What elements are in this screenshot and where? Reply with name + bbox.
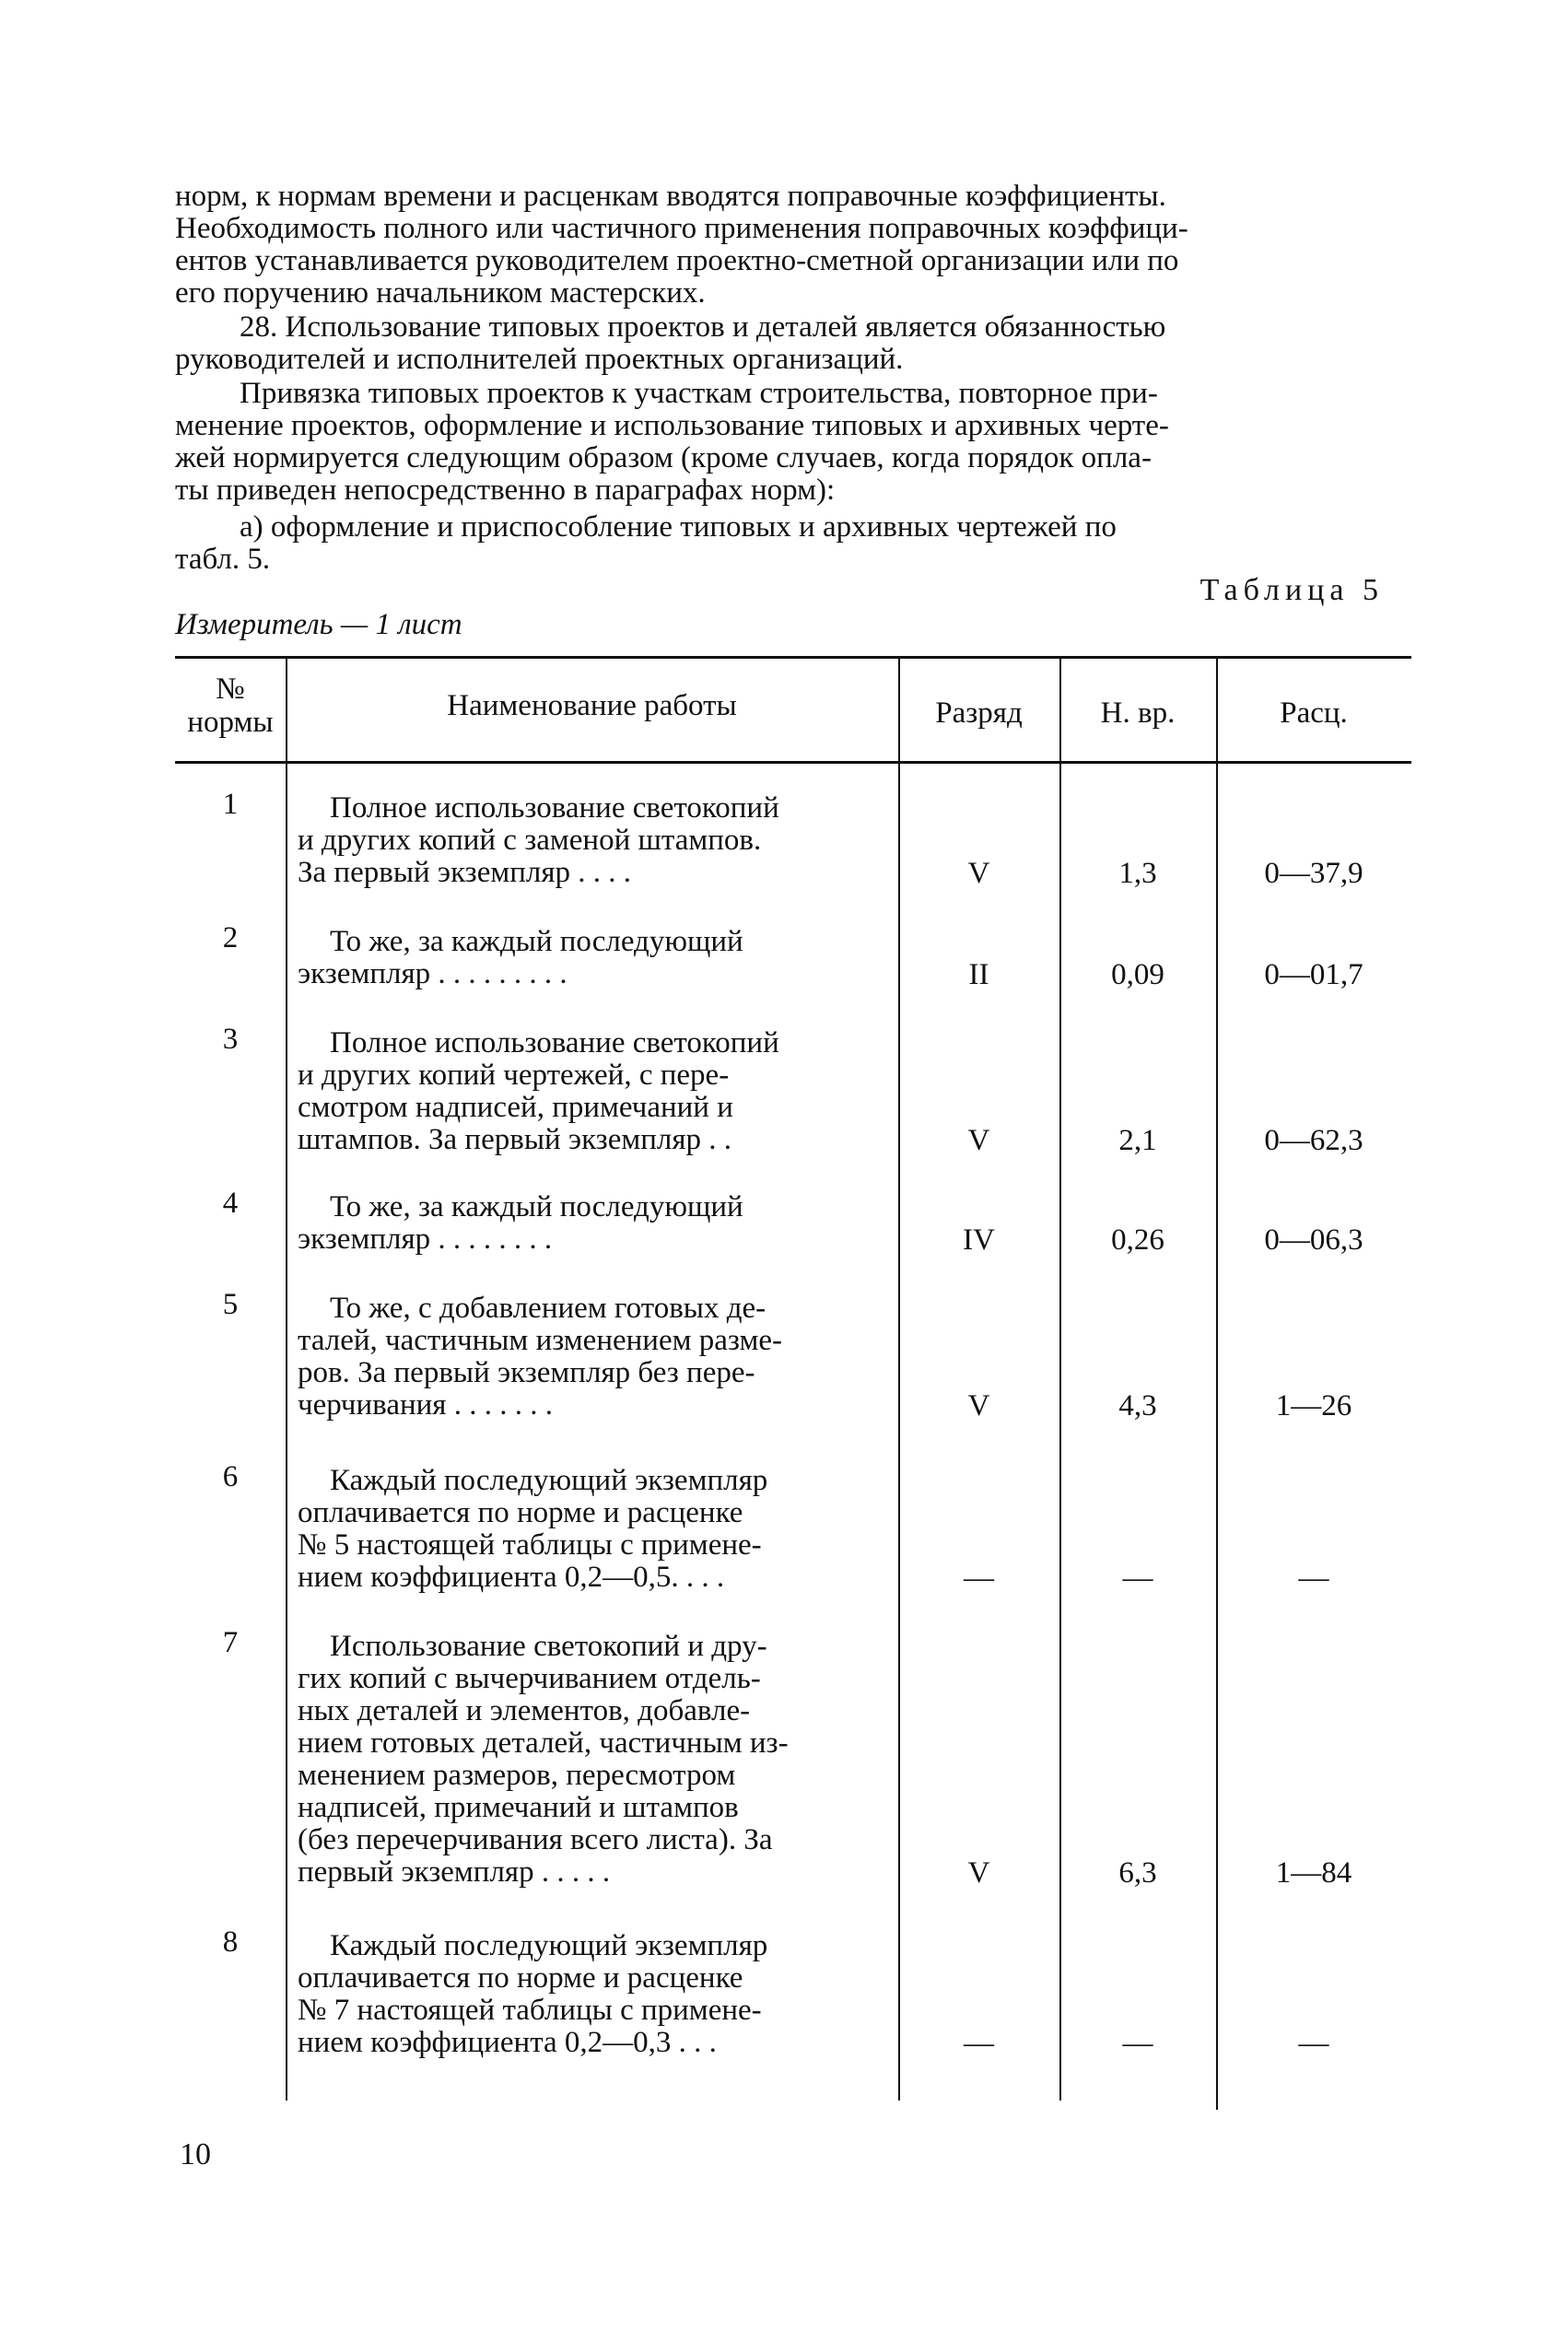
para-a-line: табл. 5. [175, 543, 271, 576]
row-description [298, 926, 890, 990]
description-line: (без перечерчивания всего листа). За [298, 1823, 773, 1856]
description-line: За первый экземпляр . . . . [298, 856, 632, 889]
row-grade: V [967, 1389, 990, 1422]
row-number: 6 [222, 1460, 239, 1493]
row-number: 4 [222, 1187, 239, 1220]
row-norm-time: — [1122, 1562, 1153, 1595]
paragraph-28 [175, 311, 1410, 376]
description-line: нием коэффициента 0,2—0,5. . . . [298, 1561, 725, 1594]
row-norm-time: 2,1 [1118, 1124, 1157, 1157]
header-norm: Н. вр. [1100, 696, 1176, 730]
row-description [298, 1631, 890, 1889]
row-description [298, 1191, 890, 1256]
description-line: смотром надписей, примечаний и [298, 1091, 733, 1124]
intro-line: норм, к нормам времени и расценкам вводятся поправочные коэффициенты. [175, 180, 1166, 213]
row-number: 3 [222, 1023, 239, 1056]
row-description [298, 1930, 890, 2059]
header-grade: Разряд [935, 696, 1023, 730]
row-grade: V [967, 1124, 990, 1157]
description-line: штампов. За первый экземпляр . . [298, 1123, 732, 1156]
row-norm-time: 1,3 [1118, 857, 1157, 890]
header-name: Наименование работы [447, 689, 737, 722]
row-description [298, 1293, 890, 1422]
row-number: 2 [222, 921, 239, 954]
description-line: первый экземпляр . . . . . [298, 1855, 611, 1889]
binding-line: ты приведен непосредственно в параграфах норм): [175, 474, 836, 507]
row-norm-time: — [1122, 2027, 1153, 2060]
row-grade: IV [963, 1223, 995, 1257]
description-line: менением размеров, пересмотром [298, 1759, 736, 1792]
row-rate: 0—01,7 [1264, 958, 1363, 991]
description-line: черчивания . . . . . . . [298, 1388, 553, 1422]
column-divider [286, 659, 287, 2101]
row-grade: — [964, 1562, 994, 1595]
row-rate: 1—84 [1275, 1856, 1352, 1890]
row-number: 8 [222, 1925, 239, 1959]
row-description [298, 792, 890, 889]
description-line: № 7 настоящей таблицы с примене- [298, 1994, 762, 2027]
row-norm-time: 0,26 [1111, 1223, 1164, 1257]
row-number: 1 [222, 788, 239, 821]
description-line: То же, с добавлением готовых де- [330, 1292, 766, 1325]
binding-line: менение проектов, оформление и использование типовых и архивных черте- [175, 409, 1169, 442]
intro-line: его поручению начальником мастерских. [175, 276, 706, 310]
header-num: № нормы [187, 673, 274, 739]
description-line: Каждый последующий экземпляр [330, 1929, 768, 1962]
description-line: То же, за каждый последующий [330, 925, 743, 958]
row-description [298, 1027, 890, 1156]
row-description [298, 1465, 890, 1594]
description-line: нием готовых деталей, частичным из- [298, 1726, 789, 1760]
table-unit: Измеритель — 1 лист [175, 608, 462, 641]
row-rate: — [1298, 2027, 1329, 2060]
binding-line: Привязка типовых проектов к участкам строительства, повторное при- [240, 377, 1158, 410]
row-grade: V [967, 1856, 990, 1890]
row-number: 5 [222, 1288, 239, 1321]
intro-line: ентов устанавливается руководителем проектно-сметной организации или по [175, 244, 1179, 277]
row-norm-time: 0,09 [1111, 958, 1164, 991]
description-line: и других копий с заменой штампов. [298, 824, 762, 857]
paragraph-binding [175, 378, 1410, 507]
table-title: Таблица 5 [1199, 573, 1384, 607]
paragraph-a [175, 511, 1410, 576]
description-line: экземпляр . . . . . . . . . [298, 957, 568, 990]
para28-line: руководителей и исполнителей проектных организаций. [175, 343, 904, 376]
description-line: № 5 настоящей таблицы с примене- [298, 1528, 762, 1562]
page-number: 10 [180, 2137, 211, 2171]
description-line: ров. За первый экземпляр без пере- [298, 1356, 755, 1389]
description-line: ных деталей и элементов, добавле- [298, 1694, 751, 1727]
row-norm-time: 4,3 [1118, 1389, 1157, 1422]
row-grade: — [964, 2027, 994, 2060]
para-a-line: а) оформление и приспособление типовых и архивных чертежей по [240, 510, 1117, 544]
row-rate: 0—37,9 [1264, 857, 1363, 890]
row-norm-time: 6,3 [1118, 1856, 1157, 1890]
row-grade: V [967, 857, 990, 890]
description-line: гих копий с вычерчиванием отдель- [298, 1662, 761, 1695]
row-rate: — [1298, 1562, 1329, 1595]
header-rate: Расц. [1280, 696, 1348, 730]
row-rate: 0—62,3 [1264, 1124, 1363, 1157]
intro-paragraph [175, 181, 1410, 310]
row-rate: 1—26 [1275, 1389, 1352, 1422]
intro-line: Необходимость полного или частичного применения поправочных коэффици- [175, 212, 1188, 245]
description-line: Полное использование светокопий [330, 791, 779, 825]
row-rate: 0—06,3 [1264, 1223, 1363, 1257]
para28-line: 28. Использование типовых проектов и деталей является обязанностью [240, 310, 1166, 344]
description-line: талей, частичным изменением разме- [298, 1324, 782, 1357]
description-line: нием коэффициента 0,2—0,3 . . . [298, 2026, 717, 2059]
description-line: Полное использование светокопий [330, 1026, 779, 1059]
description-line: Каждый последующий экземпляр [330, 1464, 768, 1497]
binding-line: жей нормируется следующим образом (кроме случаев, когда порядок опла- [175, 441, 1152, 474]
description-line: То же, за каждый последующий [330, 1190, 743, 1223]
description-line: Использование светокопий и дру- [330, 1630, 767, 1663]
table-top-rule [175, 656, 1411, 659]
description-line: надписей, примечаний и штампов [298, 1791, 739, 1824]
row-number: 7 [222, 1626, 239, 1659]
table-header-rule [175, 761, 1411, 764]
description-line: оплачивается по норме и расценке [298, 1496, 743, 1529]
description-line: оплачивается по норме и расценке [298, 1961, 743, 1995]
description-line: экземпляр . . . . . . . . [298, 1223, 553, 1256]
row-grade: II [968, 958, 989, 991]
description-line: и других копий чертежей, с пере- [298, 1059, 730, 1092]
